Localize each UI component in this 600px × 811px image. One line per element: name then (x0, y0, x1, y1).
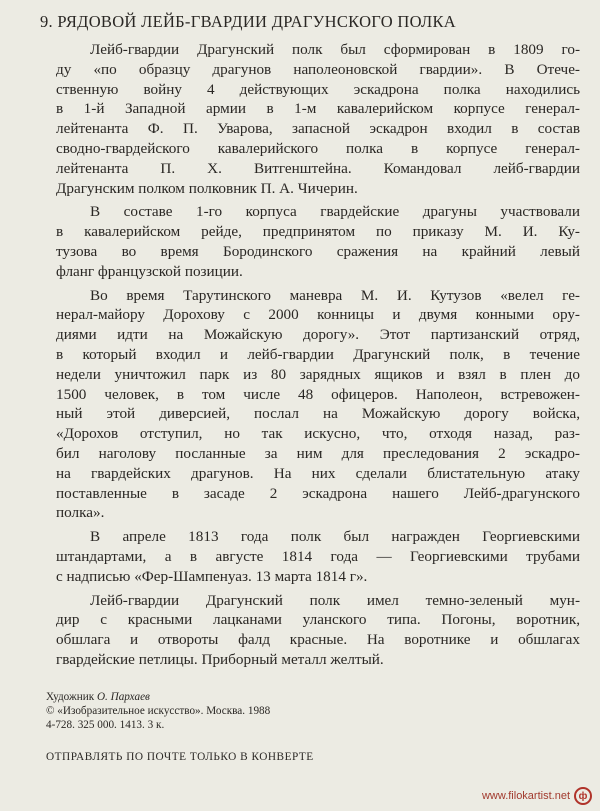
text-line: поставленные в засаде 2 эскадрона нашего Лейб-драгунского (56, 484, 580, 502)
text-line: бил наголову посланные за ним для преследования 2 эскадро- (56, 444, 580, 462)
text-line: 1500 человек, в том числе 48 офицеров. Наполеон, встревожен- (56, 385, 580, 403)
description-text (56, 40, 580, 674)
paragraph (56, 527, 580, 586)
paragraph (56, 40, 580, 198)
text-line: тузова во время Бородинского сражения на крайний левый (56, 242, 580, 260)
publisher-line: © «Изобразительное искусство». Москва. 1988 (46, 705, 271, 717)
text-line: штандартами, а в августе 1814 года — Георгиевскими трубами (56, 547, 580, 565)
text-line: лейтенанта Ф. П. Уварова, запасной эскадрон входил в состав (56, 120, 580, 138)
paragraph (56, 286, 580, 524)
mailing-note: ОТПРАВЛЯТЬ ПО ПОЧТЕ ТОЛЬКО В КОНВЕРТЕ (46, 751, 314, 763)
text-line: в кавалерийском рейде, предпринятом по приказу М. И. Ку- (56, 223, 580, 241)
text-line: в который входил и лейб-гвардии Драгунский полк, в течение (56, 345, 580, 363)
text-line: лейтенанта П. Х. Витгенштейна. Командовал лейб-гвардии (56, 159, 580, 177)
site-watermark (482, 787, 592, 805)
text-line: Лейб-гвардии Драгунский полк был сформирован в 1809 го- (90, 41, 580, 58)
text-line: дир с красными лацканами уланского типа. Погоны, воротник, (56, 611, 580, 629)
text-line: Во время Тарутинского маневра М. И. Кутузов «велел ге- (90, 286, 580, 304)
artist-label: Художник (46, 691, 95, 703)
text-line: «Дорохов отступил, но так искусно, что, отходя назад, раз- (56, 425, 580, 443)
text-line: сводно-гвардейского кавалерийского полка в корпусе генерал- (56, 139, 580, 157)
text-line: Драгунским полком полковник П. А. Чичерин. (56, 179, 358, 197)
text-line: ный этой диверсией, послал на Можайскую дорогу войска, (56, 405, 580, 423)
paragraph (56, 202, 580, 281)
text-line: диями идти на Можайскую дорогу». Этот партизанский отряд, (56, 326, 580, 344)
paragraph (56, 591, 580, 670)
text-line: ственную войну 4 действующих эскадрона полка находились (56, 80, 580, 98)
text-line: на гвардейских драгунов. На них сделали блистательную атаку (56, 464, 580, 482)
text-line: В апреле 1813 года полк был награжден Георгиевскими (90, 528, 580, 546)
artist-name: О. Пархаев (96, 691, 150, 703)
text-line: Лейб-гвардии Драгунский полк имел темно-зеленый мун- (90, 591, 580, 609)
text-line: с надписью «Фер-Шампенуаз. 13 марта 1814 г». (56, 567, 368, 585)
text-line: ду «по образцу драгунов наполеоновской гвардии». В Отече- (56, 60, 580, 78)
text-line: в 1-й Западной армии в 1-м кавалерийском корпусе генерал- (56, 100, 580, 118)
filokartist-logo-icon: ф (574, 787, 592, 805)
watermark-url: www.filokartist.net (481, 790, 570, 802)
text-line: обшлага и отвороты фалд красные. На воротнике и обшлагах (56, 631, 580, 649)
text-line: полка». (56, 504, 105, 522)
imprint-block (46, 690, 270, 732)
text-line: фланг французской позиции. (56, 262, 243, 280)
text-line: В составе 1-го корпуса гвардейские драгуны участвовали (90, 203, 580, 221)
page-title: 9. РЯДОВОЙ ЛЕЙБ-ГВАРДИИ ДРАГУНСКОГО ПОЛКА (40, 12, 456, 31)
text-line: нерал-майору Дорохову с 2000 конницы и двумя конными ору- (56, 306, 580, 324)
text-line: недели уничтожил парк из 80 зарядных ящиков и взял в плен до (56, 365, 580, 383)
artist-credit (46, 690, 270, 704)
print-info-line: 4-728. 325 000. 1413. 3 к. (46, 719, 165, 731)
text-line: гвардейские петлицы. Приборный металл желтый. (56, 650, 384, 668)
